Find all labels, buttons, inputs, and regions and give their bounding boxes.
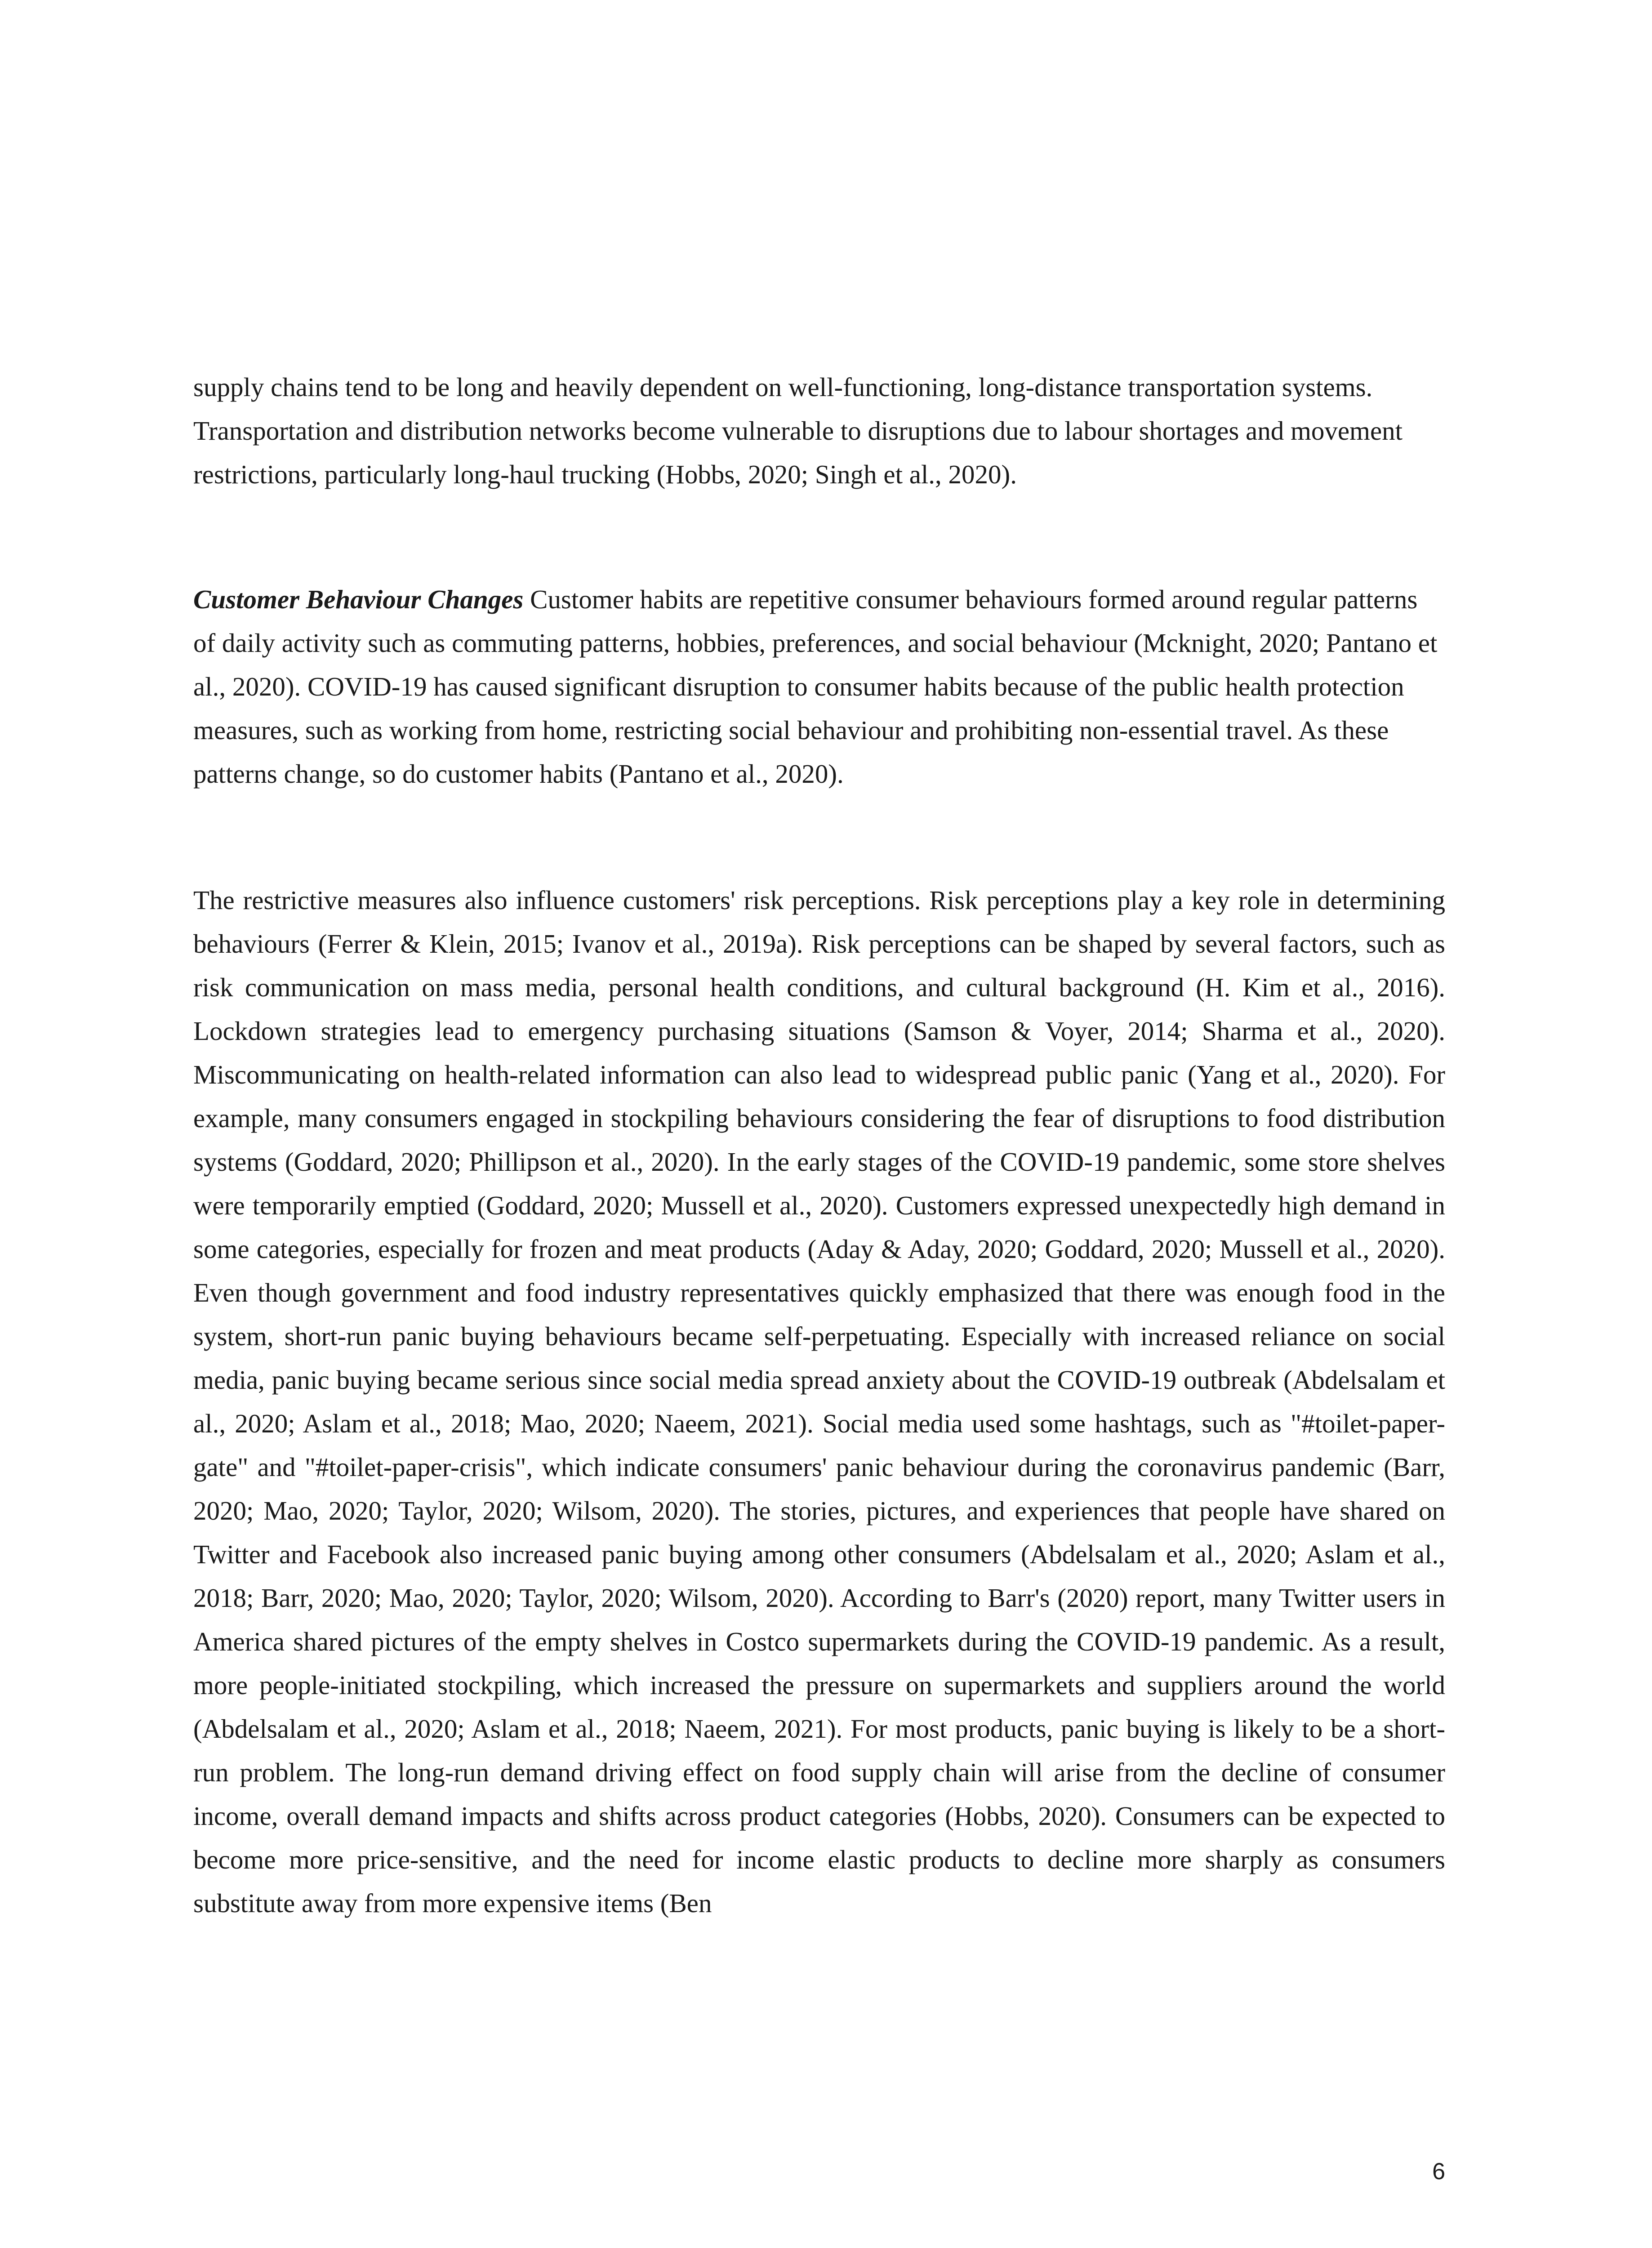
- paragraph-customer-behaviour: [193, 578, 1445, 796]
- paragraph-customer-behaviour-body: Customer habits are repetitive consumer behaviours formed around regular patterns of daily activity such as commuting patterns, hobbies, preferences, and social behaviour (Mcknight, 2020; Pantano et al., 2020). COVID-19 has caused significant disruption to consumer habits because of the public health protection measures, such as working from home, restricting social behaviour and prohibiting non-essential travel. As these patterns change, so do customer habits (Pantano et al., 2020).: [193, 584, 1438, 789]
- section-heading-customer-behaviour-changes: Customer Behaviour Changes: [193, 584, 524, 614]
- paragraph-risk-perceptions: The restrictive measures also influence customers' risk perceptions. Risk perceptions play a key role in determining behaviours (Ferrer & Klein, 2015; Ivanov et al., 2019a). Risk perceptions can be shaped by several factors, such as risk communication on mass media, personal health conditions, and cultural background (H. Kim et al., 2016). Lockdown strategies lead to emergency purchasing situations (Samson & Voyer, 2014; Sharma et al., 2020). Miscommunicating on health-related information can also lead to widespread public panic (Yang et al., 2020). For example, many consumers engaged in stockpiling behaviours considering the fear of disruptions to food distribution systems (Goddard, 2020; Phillipson et al., 2020). In the early stages of the COVID-19 pandemic, some store shelves were temporarily emptied (Goddard, 2020; Mussell et al., 2020). Customers expressed unexpectedly high demand in some categories, especially for frozen and meat products (Aday & Aday, 2020; Goddard, 2020; Mussell et al., 2020). Even though government and food industry representatives quickly emphasized that there was enough food in the system, short-run panic buying behaviours became self-perpetuating. Especially with increased reliance on social media, panic buying became serious since social media spread anxiety about the COVID-19 outbreak (Abdelsalam et al., 2020; Aslam et al., 2018; Mao, 2020; Naeem, 2021). Social media used some hashtags, such as "#toilet-paper-gate" and "#toilet-paper-crisis", which indicate consumers' panic behaviour during the coronavirus pandemic (Barr, 2020; Mao, 2020; Taylor, 2020; Wilsom, 2020). The stories, pictures, and experiences that people have shared on Twitter and Facebook also increased panic buying among other consumers (Abdelsalam et al., 2020; Aslam et al., 2018; Barr, 2020; Mao, 2020; Taylor, 2020; Wilsom, 2020). According to Barr's (2020) report, many Twitter users in America shared pictures of the empty shelves in Costco supermarkets during the COVID-19 pandemic. As a result, more people-initiated stockpiling, which increased the pressure on supermarkets and suppliers around the world (Abdelsalam et al., 2020; Aslam et al., 2018; Naeem, 2021). For most products, panic buying is likely to be a short-run problem. The long-run demand driving effect on food supply chain will arise from the decline of consumer income, overall demand impacts and shifts across product categories (Hobbs, 2020). Consumers can be expected to become more price-sensitive, and the need for income elastic products to decline more sharply as consumers substitute away from more expensive items (Ben: [193, 885, 1445, 1918]
- paragraph-supply-chains: supply chains tend to be long and heavily dependent on well-functioning, long-distance transportation systems. Transportation and distribution networks become vulnerable to disruptions due to labour shortages and movement restrictions, particularly long-haul trucking (Hobbs, 2020; Singh et al., 2020).: [193, 372, 1403, 489]
- page-number: 6: [1432, 2159, 1445, 2185]
